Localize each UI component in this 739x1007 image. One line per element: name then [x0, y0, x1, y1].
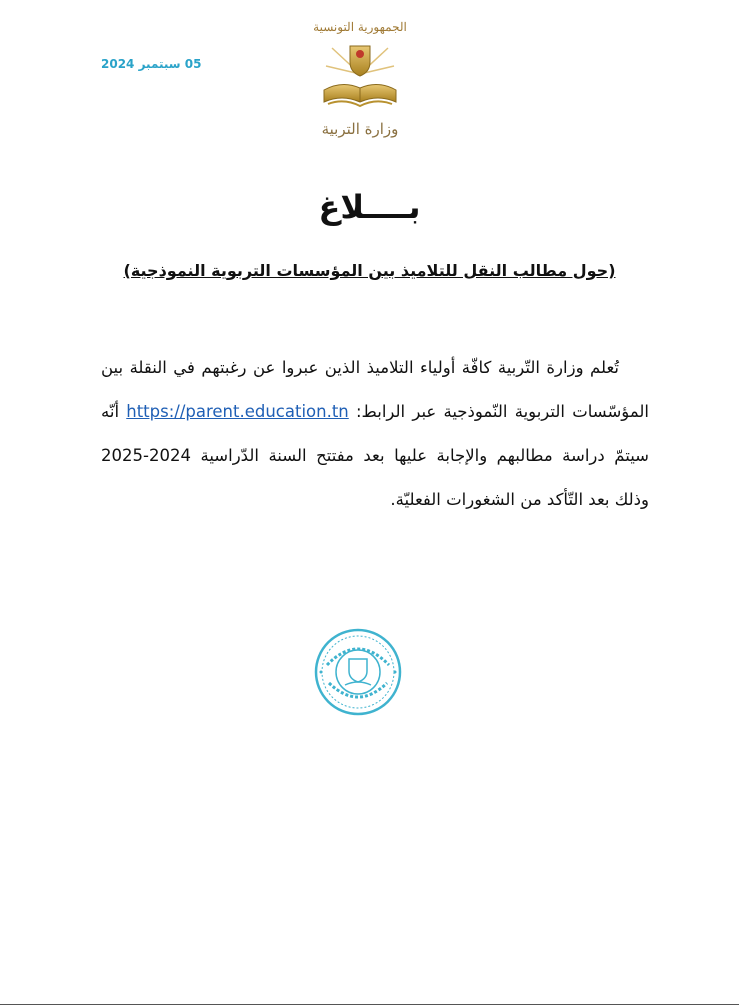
emblem-republic-text: الجمهورية التونسية — [313, 20, 407, 34]
notice-body — [101, 346, 649, 522]
official-seal-icon — [313, 627, 403, 717]
notice-title: بــــلاغ — [318, 188, 421, 226]
document-date: 05 سبتمبر 2024 — [101, 57, 202, 71]
ministry-emblem — [310, 20, 410, 148]
notice-paragraph-part1: تُعلم وزارة التّربية كافّة أولياء التلاميذ الذين عبروا عن رغبتهم في النقلة بين المؤسّسات التربوية النّموذجية عبر الرابط: — [101, 358, 649, 421]
page-bottom-edge — [0, 1004, 739, 1005]
notice-subtitle: (حول مطالب النقل للتلاميذ بين المؤسسات التربوية النموذجية) — [123, 261, 616, 280]
emblem-book-icon — [318, 38, 402, 122]
notice-paragraph-part2: أنّه سيتمّ دراسة مطالبهم والإجابة عليها بعد مفتتح السنة الدّراسية 2024-2025 وذلك بعد التّأكد من الشغورات الفعليّة. — [101, 402, 649, 509]
parent-portal-link[interactable]: https://parent.education.tn — [126, 402, 349, 421]
emblem-ministry-text: وزارة التربية — [321, 120, 399, 138]
